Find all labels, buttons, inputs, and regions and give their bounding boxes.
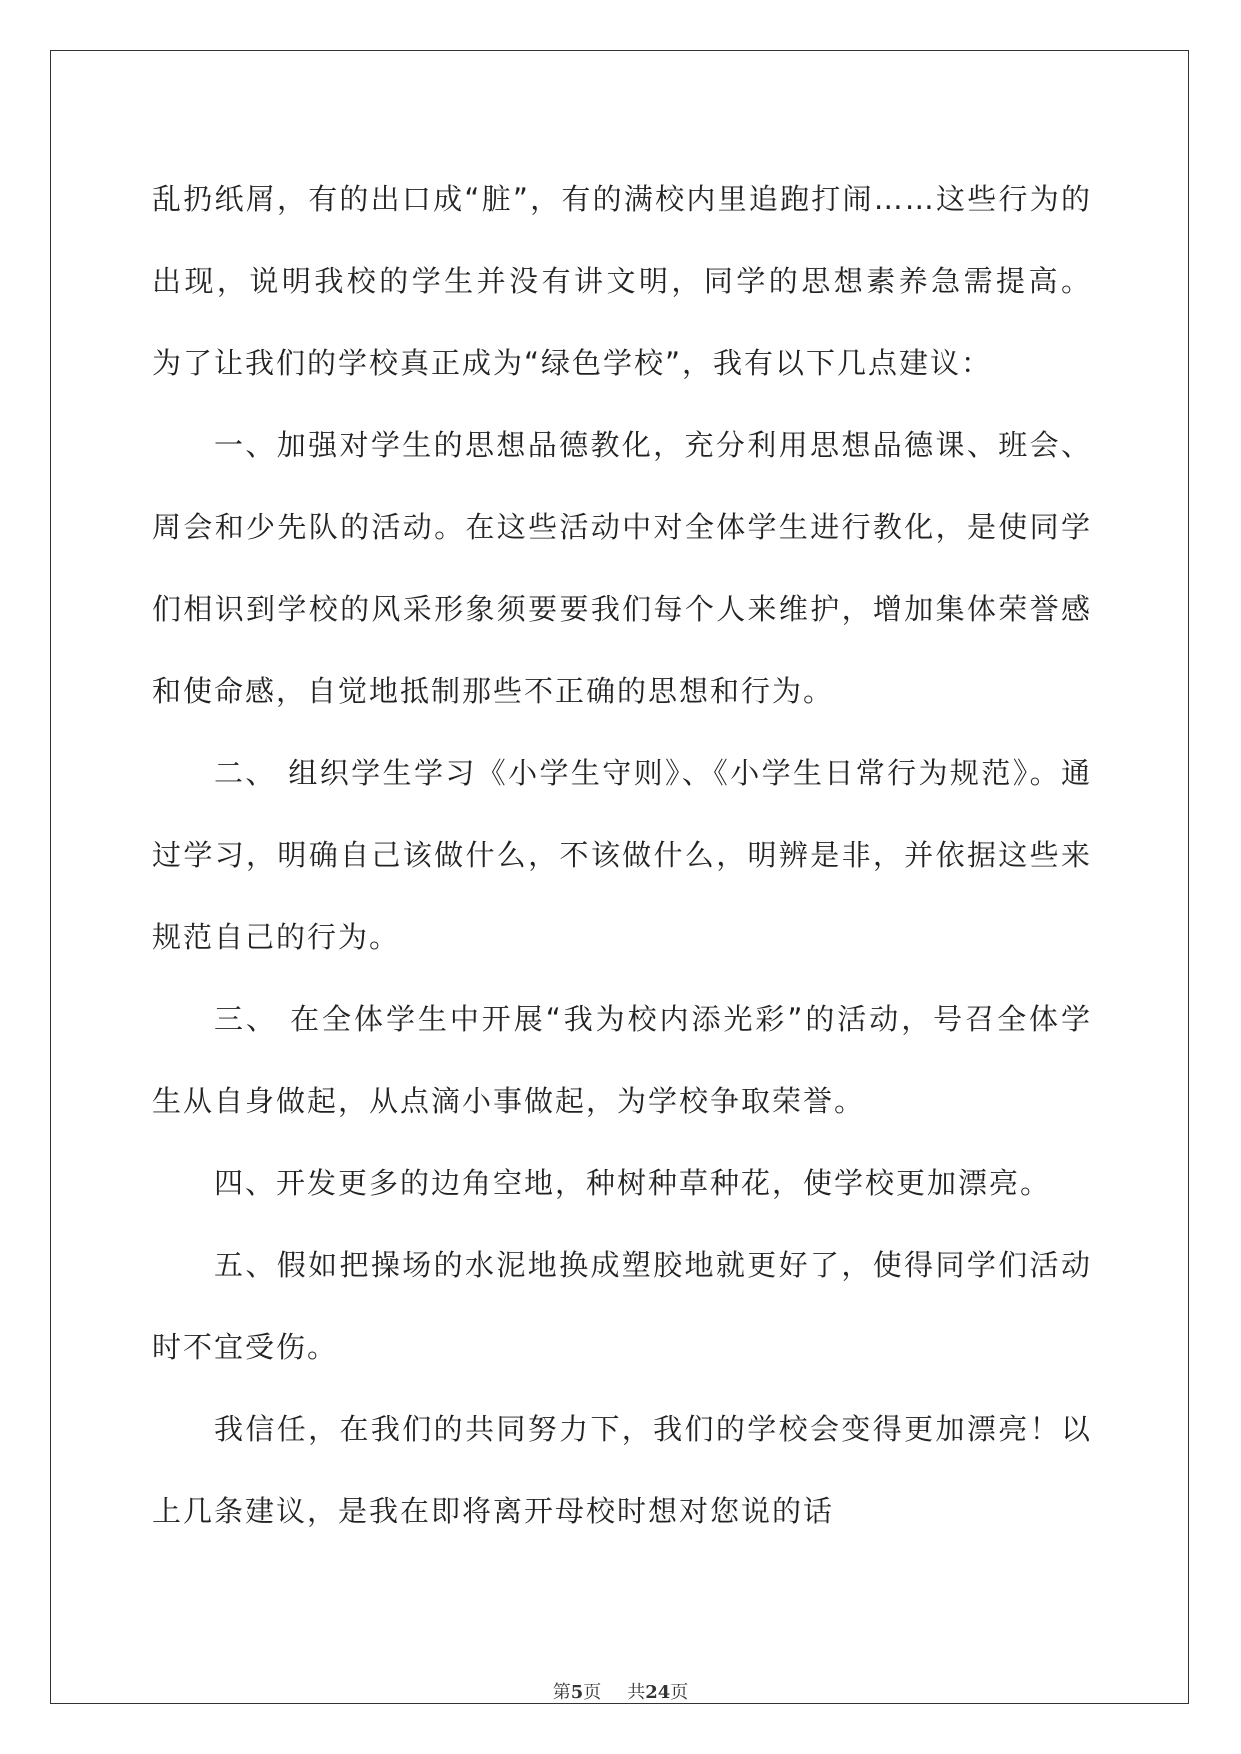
page-number-label: 第5页	[552, 1682, 602, 1703]
paragraph: 一、加强对学生的思想品德教化，充分利用思想品德课、班会、周会和少先队的活动。在这些活动中对全体学生进行教化，是使同学们相识到学校的风采形象须要要我们每个人来维护，增加集体荣誉感和使命感，自觉地抵制那些不正确的思想和行为。	[152, 428, 1092, 708]
paragraph: 四、开发更多的边角空地，种树种草种花，使学校更加漂亮。	[214, 1166, 1052, 1200]
paragraph: 三、 在全体学生中开展“我为校内添光彩”的活动，号召全体学生从自身做起，从点滴小事做起，为学校争取荣誉。	[152, 1002, 1092, 1118]
total-pages-number: 24	[645, 1682, 671, 1703]
document-body	[152, 158, 1092, 1552]
paragraph: 我信任，在我们的共同努力下，我们的学校会变得更加漂亮！以上几条建议，是我在即将离开母校时想对您说的话	[152, 1412, 1092, 1528]
total-pages-label: 共24页	[627, 1682, 689, 1703]
page-footer	[0, 1678, 1241, 1704]
paragraph: 五、假如把操场的水泥地换成塑胶地就更好了，使得同学们活动时不宜受伤。	[152, 1248, 1092, 1364]
paragraph: 乱扔纸屑，有的出口成“脏”，有的满校内里追跑打闹……这些行为的出现，说明我校的学生并没有讲文明，同学的思想素养急需提高。 为了让我们的学校真正成为“绿色学校”，我有以下几点建议：	[152, 182, 1092, 380]
current-page-number: 5	[570, 1682, 584, 1703]
paragraph: 二、 组织学生学习《小学生守则》、《小学生日常行为规范》。通过学习，明确自己该做什么，不该做什么，明辨是非，并依据这些来规范自己的行为。	[152, 756, 1092, 954]
